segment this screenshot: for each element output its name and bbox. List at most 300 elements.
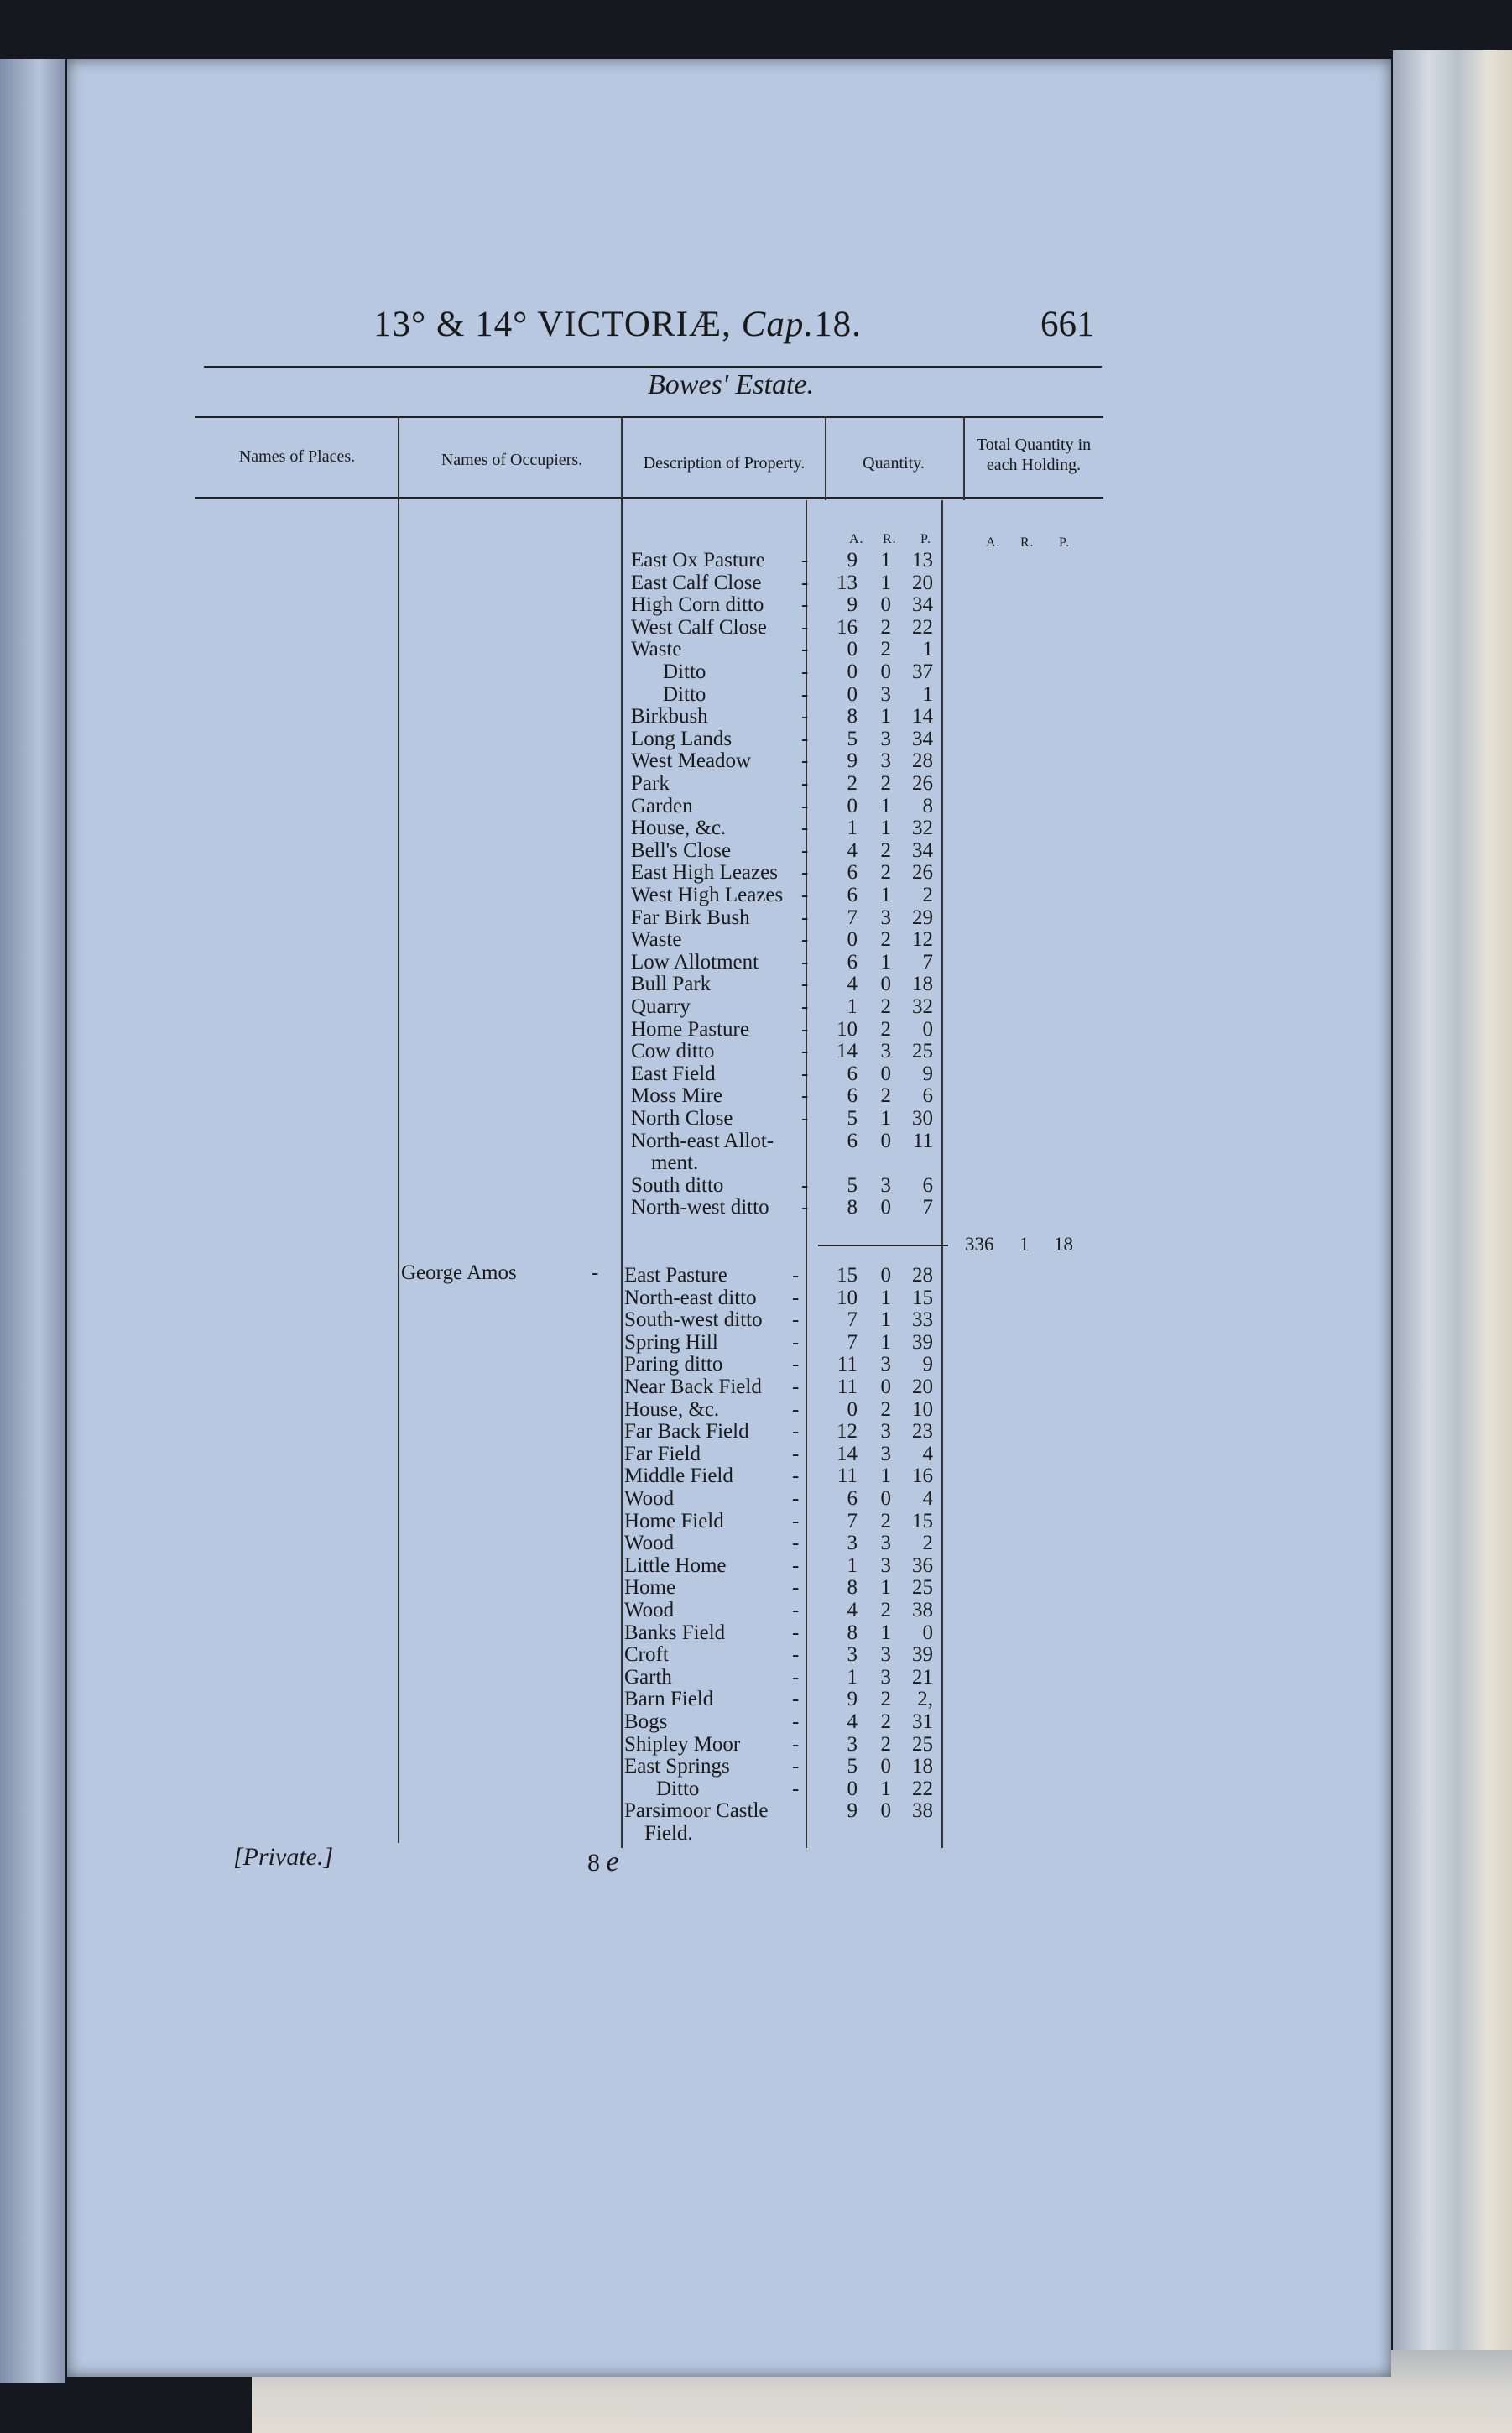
quantity-r: 0 xyxy=(880,1129,891,1152)
quantity-a: 3 xyxy=(847,1732,858,1756)
quantity-r: 0 xyxy=(880,1196,891,1219)
table-row xyxy=(0,1331,1091,1354)
quantity-p: 22 xyxy=(912,1777,933,1800)
quantity-p: 23 xyxy=(912,1420,933,1444)
quantity-a: 10 xyxy=(837,1017,858,1041)
quantity-r: 2 xyxy=(880,861,891,885)
quantity-p: 38 xyxy=(912,1599,933,1621)
quantity-p: 28 xyxy=(912,1264,933,1287)
quantity-r: 1 xyxy=(880,1576,891,1600)
property-description: High Corn ditto xyxy=(631,593,764,617)
leader-dash: - xyxy=(792,1665,800,1689)
property-description: Far Birk Bush xyxy=(631,906,750,929)
quantity-a: 0 xyxy=(847,682,858,706)
property-description: East Pasture xyxy=(624,1264,727,1287)
quantity-p: 39 xyxy=(912,1643,933,1667)
quantity-r: 0 xyxy=(880,973,891,996)
quantity-p: 18 xyxy=(912,973,933,996)
total-arp-a: A. xyxy=(986,535,1001,550)
quantity-r: 3 xyxy=(880,1643,891,1667)
property-description: Cow ditto xyxy=(631,1040,715,1063)
table-row xyxy=(0,1107,1091,1130)
property-description-cont: Field. xyxy=(644,1822,693,1845)
property-description: Barn Field xyxy=(624,1688,714,1711)
leader-dash: - xyxy=(801,884,809,906)
quantity-r: 3 xyxy=(880,906,891,929)
quantity-p: 16 xyxy=(912,1464,933,1488)
table-row xyxy=(0,906,1091,929)
quantity-r: 1 xyxy=(880,705,891,728)
property-description: Far Field xyxy=(624,1442,701,1465)
leader-dash: - xyxy=(792,1286,800,1309)
act-title: 13° & 14° VICTORIÆ, xyxy=(373,305,732,344)
quantity-a: 15 xyxy=(837,1264,858,1287)
table-row xyxy=(0,1666,1091,1689)
property-description: West Meadow xyxy=(631,749,752,773)
leader-dash: - xyxy=(801,1084,809,1108)
property-description: North-east Allot- xyxy=(631,1129,774,1152)
property-description: Far Back Field xyxy=(624,1420,749,1444)
quantity-r: 0 xyxy=(880,1799,891,1823)
quantity-p: 25 xyxy=(912,1576,933,1600)
table-row xyxy=(0,683,1091,706)
leader-dash: - xyxy=(801,1173,809,1197)
table-row xyxy=(0,638,1091,660)
quantity-a: 0 xyxy=(847,928,858,952)
property-description: Bell's Close xyxy=(631,838,732,862)
quantity-p: 33 xyxy=(912,1308,933,1332)
property-description: West High Leazes xyxy=(631,884,784,906)
quantity-p: 2, xyxy=(917,1688,933,1711)
quantity-p: 2 xyxy=(922,884,933,906)
leader-dash: - xyxy=(792,1420,800,1444)
table-row xyxy=(0,817,1091,839)
quantity-p: 32 xyxy=(912,995,933,1018)
quantity-a: 6 xyxy=(847,861,858,885)
property-description: Paring ditto xyxy=(624,1353,723,1376)
quantity-r: 0 xyxy=(880,1755,891,1778)
arp-p: P. xyxy=(920,532,932,546)
leader-dash: - xyxy=(801,682,809,706)
leader-dash: - xyxy=(801,1196,809,1219)
quantity-p: 12 xyxy=(912,928,933,952)
table-row xyxy=(0,593,1091,616)
quantity-a: 11 xyxy=(837,1464,858,1488)
quantity-r: 0 xyxy=(880,1062,891,1085)
leader-dash: - xyxy=(801,973,809,996)
property-description: West Calf Close xyxy=(631,615,767,639)
property-description: Ditto xyxy=(656,1777,700,1800)
quantity-r: 3 xyxy=(880,749,891,773)
property-description: North-east ditto xyxy=(624,1286,757,1309)
property-description: Long Lands xyxy=(631,727,733,750)
quantity-p: 9 xyxy=(922,1062,933,1085)
property-description: Birkbush xyxy=(631,705,708,728)
quantity-p: 14 xyxy=(912,705,933,728)
table-row xyxy=(0,705,1091,728)
quantity-p: 25 xyxy=(912,1040,933,1063)
quantity-p: 4 xyxy=(922,1442,933,1465)
property-description: Wood xyxy=(624,1487,675,1510)
leader-dash: - xyxy=(792,1643,800,1667)
leader-dash: - xyxy=(801,549,809,572)
quantity-r: 1 xyxy=(880,1308,891,1332)
property-description: Low Allotment xyxy=(631,950,759,974)
quantity-p: 1 xyxy=(922,682,933,706)
quantity-r: 0 xyxy=(880,1264,891,1287)
quantity-a: 0 xyxy=(847,794,858,817)
quantity-a: 13 xyxy=(837,571,858,594)
quantity-p: 18 xyxy=(912,1755,933,1778)
property-description: North Close xyxy=(631,1107,733,1130)
table-row xyxy=(0,749,1091,772)
quantity-a: 6 xyxy=(847,1129,858,1152)
leader-dash: - xyxy=(801,1062,809,1085)
quantity-a: 1 xyxy=(847,1665,858,1689)
table-row xyxy=(0,1464,1091,1487)
col-quantity: Quantity. xyxy=(863,454,925,473)
quantity-r: 2 xyxy=(880,1084,891,1108)
quantity-a: 11 xyxy=(837,1353,858,1376)
col-occupiers: Names of Occupiers. xyxy=(441,451,583,469)
private-mark: [Private.] xyxy=(233,1843,334,1871)
quantity-p: 28 xyxy=(912,749,933,773)
quantity-p: 6 xyxy=(922,1084,933,1108)
table-row xyxy=(0,1174,1091,1197)
quantity-r: 1 xyxy=(880,571,891,594)
total-arp-p: P. xyxy=(1059,535,1071,550)
total-roods: 1 xyxy=(1019,1234,1030,1255)
table-row xyxy=(0,1755,1091,1778)
quantity-r: 3 xyxy=(880,727,891,750)
quantity-r: 3 xyxy=(880,1420,891,1444)
leader-dash: - xyxy=(801,928,809,952)
leader-dash: - xyxy=(792,1599,800,1621)
quantity-a: 6 xyxy=(847,1084,858,1108)
property-description: Garth xyxy=(624,1665,672,1689)
leader-dash: - xyxy=(792,1353,800,1376)
quantity-p: 37 xyxy=(912,660,933,683)
quantity-a: 14 xyxy=(837,1040,858,1063)
property-description: East Springs xyxy=(624,1755,730,1778)
quantity-r: 1 xyxy=(880,884,891,906)
property-description: Wood xyxy=(624,1599,675,1621)
quantity-p: 34 xyxy=(912,593,933,617)
quantity-p: 0 xyxy=(922,1017,933,1041)
quantity-p: 39 xyxy=(912,1330,933,1354)
quantity-a: 2 xyxy=(847,772,858,795)
quantity-a: 8 xyxy=(847,705,858,728)
quantity-a: 7 xyxy=(847,1308,858,1332)
property-description: Park xyxy=(631,772,670,795)
leader-dash: - xyxy=(801,638,809,661)
quantity-p: 15 xyxy=(912,1286,933,1309)
quantity-r: 2 xyxy=(880,772,891,795)
arp-r: R. xyxy=(883,532,897,546)
quantity-r: 2 xyxy=(880,1397,891,1421)
property-description: East Ox Pasture xyxy=(631,549,765,572)
quantity-a: 3 xyxy=(847,1532,858,1555)
property-description: Banks Field xyxy=(624,1621,726,1644)
occupier-dash: - xyxy=(592,1261,599,1284)
quantity-p: 25 xyxy=(912,1732,933,1756)
leader-dash: - xyxy=(801,749,809,773)
table-row xyxy=(0,795,1091,817)
quantity-a: 5 xyxy=(847,1173,858,1197)
leader-dash: - xyxy=(792,1308,800,1332)
quantity-r: 0 xyxy=(880,1487,891,1510)
leader-dash: - xyxy=(801,838,809,862)
table-row xyxy=(0,1576,1091,1599)
quantity-p: 7 xyxy=(922,950,933,974)
leader-dash: - xyxy=(801,906,809,929)
quantity-r: 3 xyxy=(880,1442,891,1465)
table-row xyxy=(0,928,1091,951)
total-arp-r: R. xyxy=(1020,535,1035,550)
quantity-a: 9 xyxy=(847,549,858,572)
quantity-a: 4 xyxy=(847,1710,858,1733)
quantity-p: 13 xyxy=(912,549,933,572)
quantity-a: 6 xyxy=(847,1487,858,1510)
leader-dash: - xyxy=(792,1397,800,1421)
quantity-p: 8 xyxy=(922,794,933,817)
property-description: House, &c. xyxy=(624,1397,720,1421)
quantity-r: 2 xyxy=(880,1732,891,1756)
cap-label: Cap. xyxy=(741,305,815,344)
quantity-r: 2 xyxy=(880,838,891,862)
table-row xyxy=(0,728,1091,750)
quantity-a: 0 xyxy=(847,660,858,683)
running-head xyxy=(373,304,862,345)
property-description: Bogs xyxy=(624,1710,668,1733)
table-row xyxy=(0,1018,1091,1041)
leader-dash: - xyxy=(801,1017,809,1041)
header-bottom-rule xyxy=(195,497,1103,499)
property-description: South-west ditto xyxy=(624,1308,763,1332)
table-row xyxy=(0,1443,1091,1465)
table-row xyxy=(0,884,1091,906)
property-description: Home xyxy=(624,1576,676,1600)
leader-dash: - xyxy=(792,1553,800,1577)
quantity-a: 10 xyxy=(837,1286,858,1309)
quantity-p: 15 xyxy=(912,1509,933,1532)
quantity-p: 6 xyxy=(922,1173,933,1197)
quantity-r: 2 xyxy=(880,1017,891,1041)
leader-dash: - xyxy=(792,1732,800,1756)
quantity-a: 11 xyxy=(837,1376,858,1398)
quantity-p: 34 xyxy=(912,727,933,750)
property-description: Waste xyxy=(631,638,682,661)
quantity-r: 3 xyxy=(880,682,891,706)
leader-dash: - xyxy=(801,593,809,617)
property-description: House, &c. xyxy=(631,817,727,840)
table-row xyxy=(0,616,1091,639)
leader-dash: - xyxy=(792,1710,800,1733)
quantity-a: 7 xyxy=(847,906,858,929)
leader-dash: - xyxy=(801,571,809,594)
leader-dash: - xyxy=(792,1330,800,1354)
quantity-a: 6 xyxy=(847,1062,858,1085)
col-divider-4a xyxy=(963,416,965,500)
quantity-a: 0 xyxy=(847,1397,858,1421)
quantity-p: 22 xyxy=(912,615,933,639)
property-description: Wood xyxy=(624,1532,675,1555)
quantity-r: 2 xyxy=(880,928,891,952)
quantity-r: 3 xyxy=(880,1665,891,1689)
quantity-p: 0 xyxy=(922,1621,933,1644)
table-row xyxy=(0,660,1091,683)
quantity-p: 11 xyxy=(912,1129,933,1152)
quantity-a: 4 xyxy=(847,838,858,862)
quantity-p: 9 xyxy=(922,1353,933,1376)
leader-dash: - xyxy=(801,772,809,795)
quantity-a: 8 xyxy=(847,1621,858,1644)
table-row xyxy=(0,1040,1091,1062)
quantity-r: 2 xyxy=(880,995,891,1018)
col-places: Names of Places. xyxy=(238,447,356,466)
property-description: Shipley Moor xyxy=(624,1732,741,1756)
leader-dash: - xyxy=(801,1040,809,1063)
quantity-a: 7 xyxy=(847,1509,858,1532)
quantity-a: 9 xyxy=(847,593,858,617)
quantity-r: 1 xyxy=(880,1777,891,1800)
quantity-r: 1 xyxy=(880,817,891,840)
quantity-r: 3 xyxy=(880,1173,891,1197)
quantity-p: 32 xyxy=(912,817,933,840)
quantity-r: 0 xyxy=(880,593,891,617)
signature-mark: 8 e xyxy=(587,1846,619,1877)
table-row xyxy=(0,1487,1091,1510)
table-row xyxy=(0,1130,1091,1152)
table-row xyxy=(0,995,1091,1018)
leader-dash: - xyxy=(792,1688,800,1711)
property-description: Home Field xyxy=(624,1509,724,1532)
quantity-p: 7 xyxy=(922,1196,933,1219)
quantity-a: 0 xyxy=(847,638,858,661)
table-row xyxy=(0,1308,1091,1331)
quantity-a: 7 xyxy=(847,1330,858,1354)
quantity-p: 20 xyxy=(912,1376,933,1398)
leader-dash: - xyxy=(801,794,809,817)
property-description: Quarry xyxy=(631,995,691,1018)
table-row xyxy=(0,1376,1091,1398)
quantity-a: 4 xyxy=(847,1599,858,1621)
leader-dash: - xyxy=(792,1487,800,1510)
table-row xyxy=(0,1084,1091,1107)
quantity-a: 1 xyxy=(847,1553,858,1577)
quantity-a: 8 xyxy=(847,1196,858,1219)
table-row xyxy=(0,1643,1091,1666)
property-description: Moss Mire xyxy=(631,1084,723,1108)
leader-dash: - xyxy=(801,861,809,885)
quantity-r: 1 xyxy=(880,1330,891,1354)
quantity-a: 14 xyxy=(837,1442,858,1465)
total-acres: 336 xyxy=(965,1234,994,1255)
quantity-p: 34 xyxy=(912,838,933,862)
table-row xyxy=(0,1264,1091,1287)
property-description: Croft xyxy=(624,1643,669,1667)
quantity-p: 31 xyxy=(912,1710,933,1733)
property-description: Little Home xyxy=(624,1553,727,1577)
table-row xyxy=(0,1420,1091,1443)
quantity-p: 2 xyxy=(922,1532,933,1555)
quantity-p: 29 xyxy=(912,906,933,929)
quantity-r: 3 xyxy=(880,1532,891,1555)
table-row xyxy=(0,572,1091,594)
leader-dash: - xyxy=(792,1509,800,1532)
quantity-a: 4 xyxy=(847,973,858,996)
col-divider-3a xyxy=(825,416,826,500)
quantity-r: 2 xyxy=(880,1509,891,1532)
property-description: Near Back Field xyxy=(624,1376,762,1398)
leader-dash: - xyxy=(792,1376,800,1398)
quantity-a: 8 xyxy=(847,1576,858,1600)
quantity-p: 26 xyxy=(912,861,933,885)
quantity-r: 2 xyxy=(880,1599,891,1621)
table-row xyxy=(0,861,1091,884)
quantity-r: 2 xyxy=(880,1710,891,1733)
property-description: East Calf Close xyxy=(631,571,762,594)
table-row xyxy=(0,1398,1091,1421)
quantity-p: 1 xyxy=(922,638,933,661)
leader-dash: - xyxy=(792,1264,800,1287)
property-description: Garden xyxy=(631,794,693,817)
quantity-r: 1 xyxy=(880,1286,891,1309)
col-description: Description of Property. xyxy=(643,454,806,473)
table-row xyxy=(0,951,1091,974)
leader-dash: - xyxy=(792,1464,800,1488)
property-description: East High Leazes xyxy=(631,861,778,885)
quantity-p: 36 xyxy=(912,1553,933,1577)
table-row xyxy=(0,1733,1091,1756)
table-row xyxy=(0,1510,1091,1532)
table-row xyxy=(0,1196,1091,1219)
quantity-a: 5 xyxy=(847,1107,858,1130)
arp-a: A. xyxy=(849,532,864,546)
leader-dash: - xyxy=(801,950,809,974)
table-top-rule xyxy=(195,416,1103,418)
table-row xyxy=(0,1599,1091,1621)
total-perches: 18 xyxy=(1054,1234,1073,1255)
property-description-cont: ment. xyxy=(651,1151,699,1175)
quantity-r: 1 xyxy=(880,950,891,974)
quantity-r: 3 xyxy=(880,1040,891,1063)
quantity-p: 30 xyxy=(912,1107,933,1130)
leader-dash: - xyxy=(792,1576,800,1600)
quantity-a: 16 xyxy=(837,615,858,639)
property-description: North-west ditto xyxy=(631,1196,769,1219)
quantity-a: 6 xyxy=(847,884,858,906)
subtotal-rule xyxy=(818,1245,948,1246)
table-row xyxy=(0,1778,1091,1800)
cap-number: 18. xyxy=(814,305,862,344)
quantity-r: 2 xyxy=(880,615,891,639)
table-row xyxy=(0,1799,1091,1822)
property-description: Spring Hill xyxy=(624,1330,718,1354)
table-row xyxy=(0,839,1091,862)
leader-dash: - xyxy=(801,817,809,840)
quantity-p: 4 xyxy=(922,1487,933,1510)
quantity-a: 5 xyxy=(847,727,858,750)
leader-dash: - xyxy=(801,660,809,683)
quantity-r: 2 xyxy=(880,1688,891,1711)
estate-title: Bowes' Estate. xyxy=(647,369,815,400)
table-row xyxy=(0,772,1091,795)
property-description: Parsimoor Castle xyxy=(624,1799,769,1823)
header-rule xyxy=(204,366,1102,368)
table-row xyxy=(0,549,1091,572)
occupier-name: George Amos xyxy=(401,1261,517,1284)
